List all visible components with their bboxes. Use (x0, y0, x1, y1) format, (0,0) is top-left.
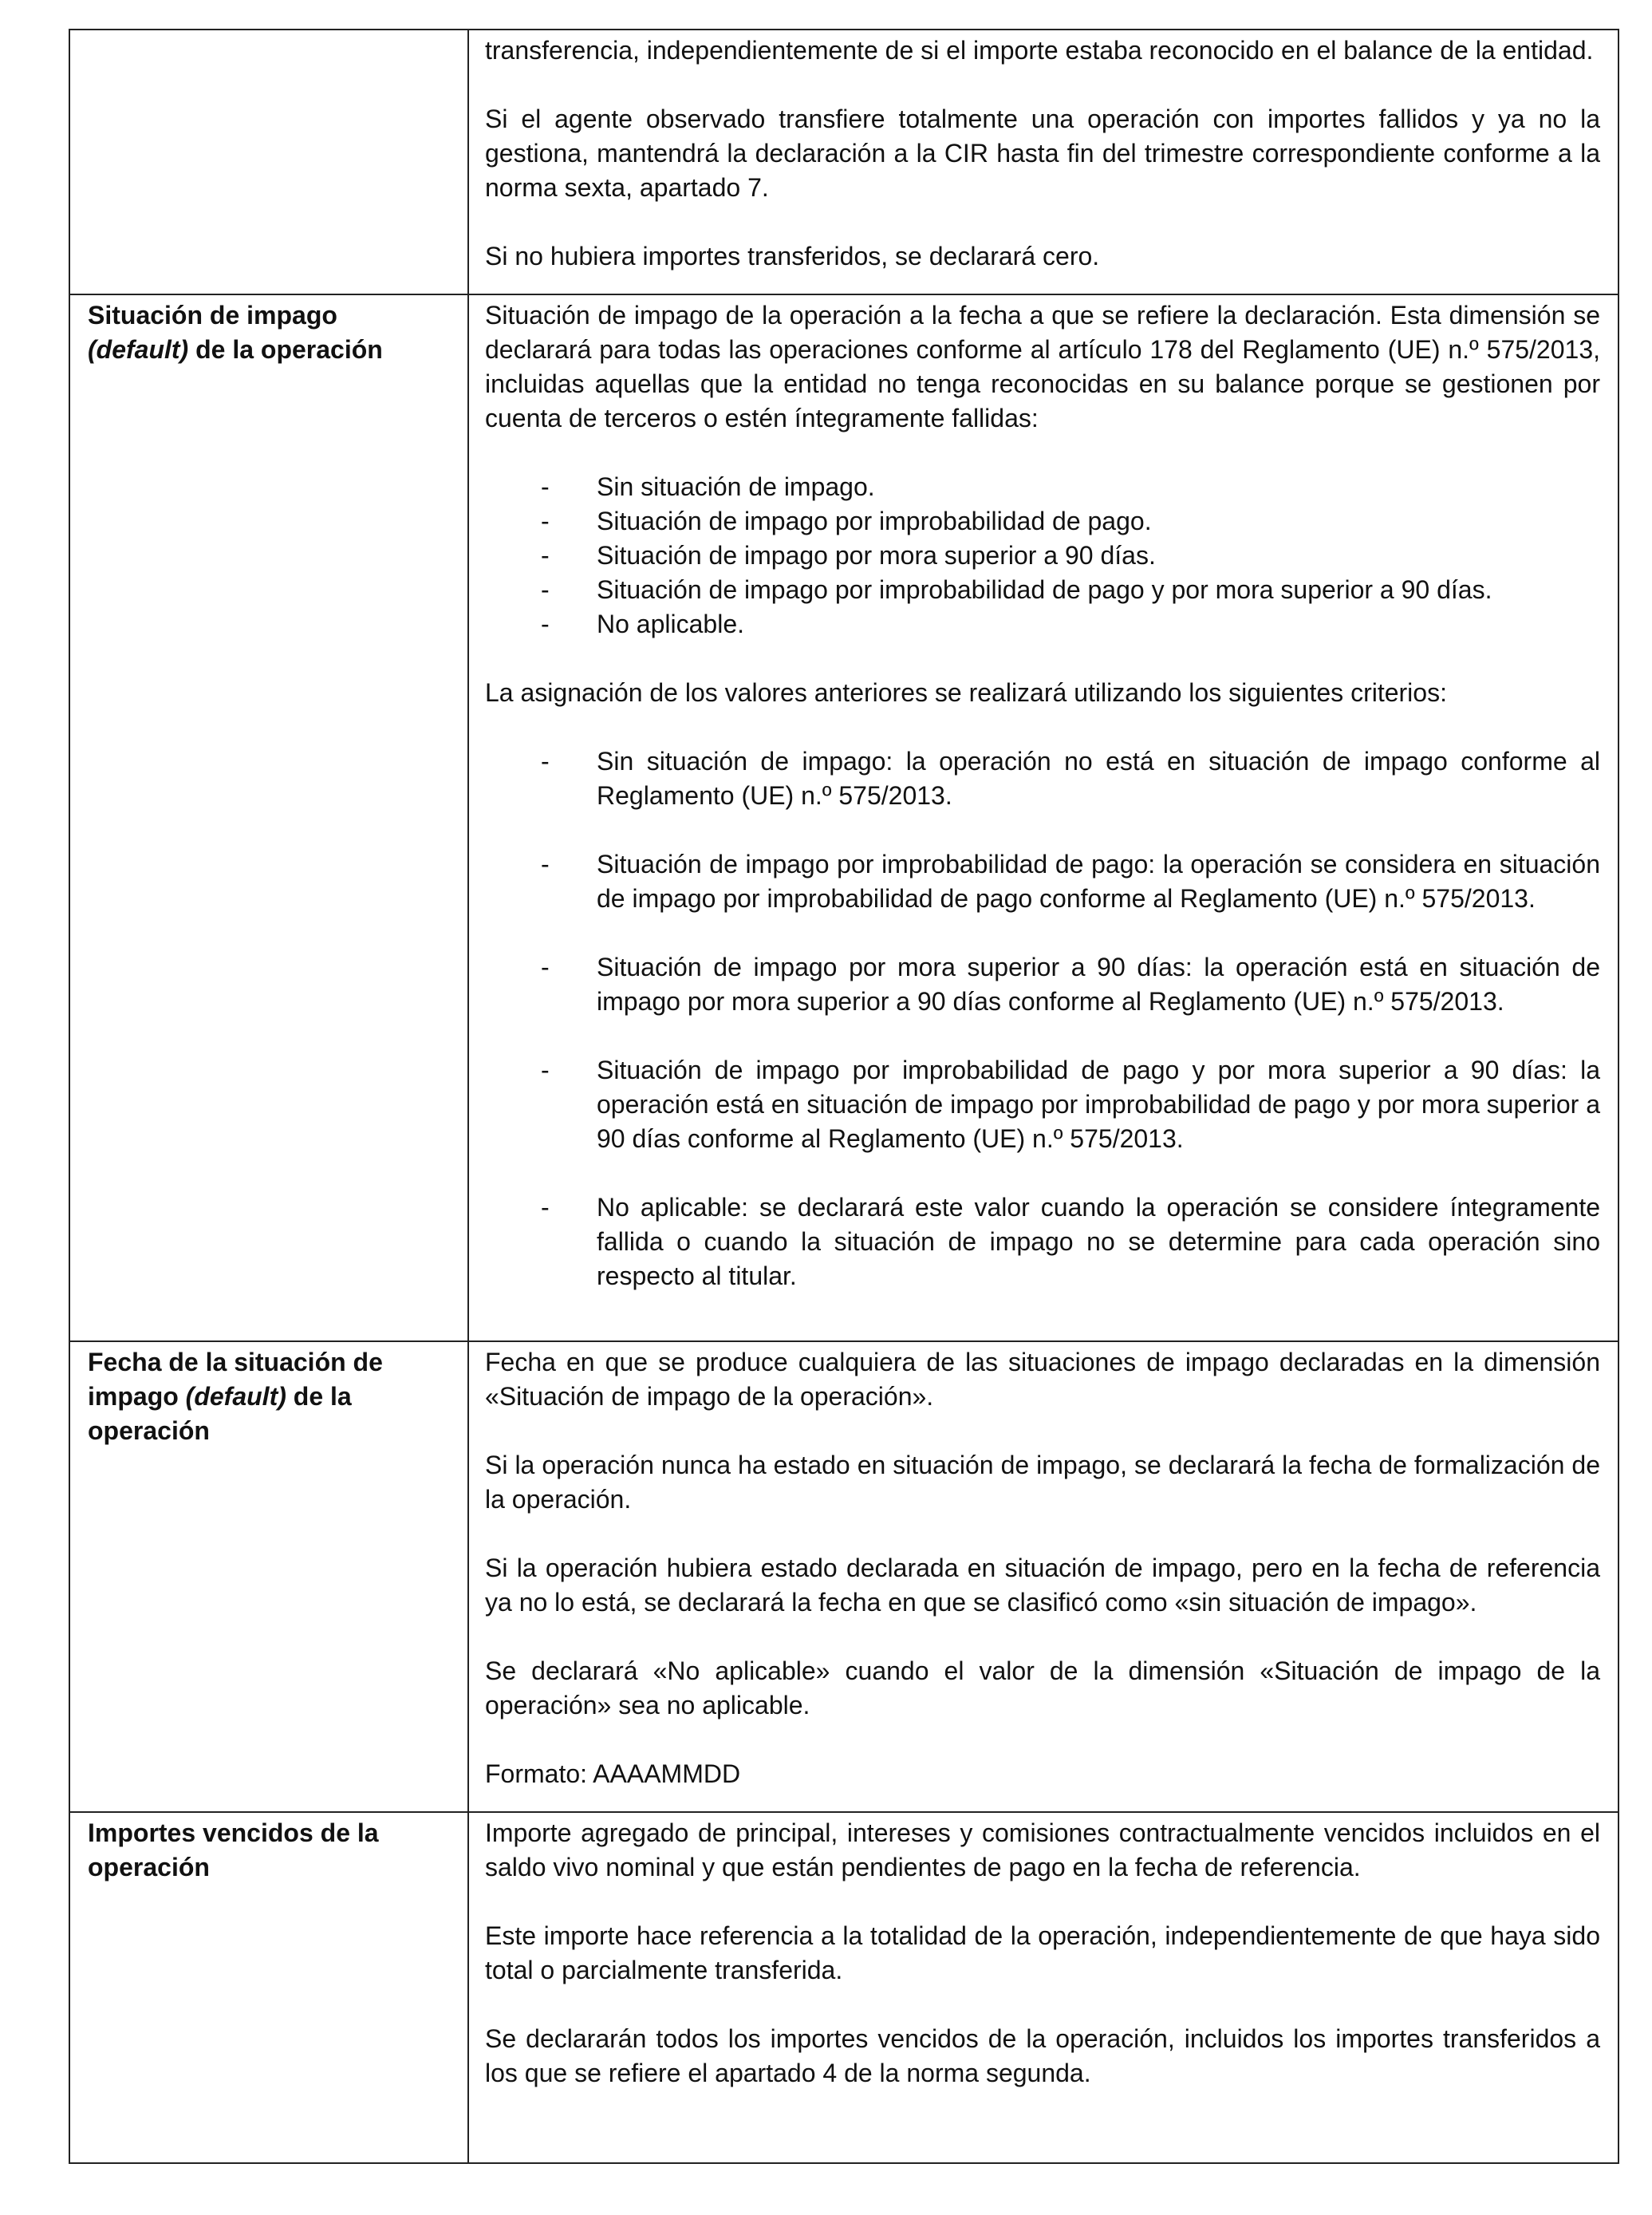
term-cell (69, 30, 468, 294)
list-item-text: Situación de impago por improbabilidad de pago y por mora superior a 90 días: la operación está en situación de impago por improbabilidad de pago y por mora superior a 90 días conforme al Reglamento (UE) n.º 575/2013. (597, 1056, 1600, 1153)
dash-bullet: - (541, 953, 550, 981)
dash-bullet: - (541, 507, 550, 535)
paragraph: Si el agente observado transfiere totalmente una operación con importes fallidos y ya no la gestiona, mantendrá la declaración a la CIR hasta fin del trimestre correspondiente conforme a la norma sexta, apartado 7. (485, 105, 1600, 202)
list-item-text: Situación de impago por mora superior a 90 días: la operación está en situación de impago por mora superior a 90 días conforme al Reglamento (UE) n.º 575/2013. (597, 953, 1600, 1016)
paragraph: Importe agregado de principal, intereses y comisiones contractualmente vencidos incluidos en el saldo vivo nominal y que están pendientes de pago en la fecha de referencia. (485, 1818, 1600, 1881)
term-cell (69, 294, 468, 1341)
paragraph: Formato: AAAAMMDD (485, 1759, 741, 1788)
list-item-text: Situación de impago por improbabilidad de pago y por mora superior a 90 días. (597, 575, 1492, 604)
term-label: de la operación (195, 335, 383, 364)
table-row (69, 1341, 1618, 1812)
list-item (485, 847, 1600, 916)
list-item (485, 504, 1600, 539)
dash-bullet: - (541, 1056, 550, 1084)
dash-bullet: - (541, 747, 550, 776)
term-label: Situación de impago (88, 301, 337, 330)
paragraph: Si la operación hubiera estado declarada en situación de impago, pero en la fecha de referencia ya no lo está, se declarará la fecha en que se clasificó como «sin situación de impago». (485, 1554, 1600, 1617)
paragraph: Este importe hace referencia a la totalidad de la operación, independientemente de que haya sido total o parcialmente transferida. (485, 1921, 1600, 1984)
list-item-text: Sin situación de impago. (597, 472, 875, 501)
paragraph: Si no hubiera importes transferidos, se declarará cero. (485, 242, 1100, 270)
document-page (69, 29, 1618, 2164)
list-item (485, 573, 1600, 607)
list-item (485, 1053, 1600, 1156)
description-cell (468, 294, 1618, 1341)
list-item (485, 607, 1600, 642)
dash-bullet: - (541, 541, 550, 570)
list-item (485, 539, 1600, 573)
term-cell (69, 1341, 468, 1812)
list-item (485, 1190, 1600, 1293)
list-item-text: Situación de impago por improbabilidad de pago. (597, 507, 1152, 535)
list-item-text: Situación de impago por improbabilidad de pago: la operación se considera en situación de impago por improbabilidad de pago conforme al Reglamento (UE) n.º 575/2013. (597, 850, 1600, 913)
description-cell (468, 1341, 1618, 1812)
list-item-text: Sin situación de impago: la operación no está en situación de impago conforme al Reglamento (UE) n.º 575/2013. (597, 747, 1600, 810)
description-cell (468, 30, 1618, 294)
table-row (69, 30, 1618, 294)
term-label-italic: (default) (88, 335, 189, 364)
paragraph: Si la operación nunca ha estado en situación de impago, se declarará la fecha de formalización de la operación. (485, 1451, 1600, 1514)
term-label: Fecha de la situación de impago (88, 1348, 383, 1411)
term-cell (69, 1812, 468, 2163)
table-row (69, 1812, 1618, 2163)
paragraph: Se declarará «No aplicable» cuando el valor de la dimensión «Situación de impago de la operación» sea no aplicable. (485, 1656, 1600, 1719)
dash-bullet: - (541, 575, 550, 604)
paragraph: Fecha en que se produce cualquiera de las situaciones de impago declaradas en la dimensión «Situación de impago de la operación». (485, 1348, 1600, 1411)
term-label-italic: (default) (185, 1382, 286, 1411)
description-cell (468, 1812, 1618, 2163)
list-item-text: No aplicable. (597, 610, 744, 638)
definitions-table (69, 29, 1619, 2164)
paragraph: transferencia, independientemente de si el importe estaba reconocido en el balance de la entidad. (485, 36, 1594, 65)
list-item (485, 744, 1600, 813)
list-item (485, 470, 1600, 504)
paragraph: Situación de impago de la operación a la fecha a que se refiere la declaración. Esta dimensión se declarará para todas las operaciones conforme al artículo 178 del Reglamento (UE) n.º 575/2013, incluidas aquellas que la entidad no tenga reconocidas en su balance porque se gestionen por cuenta de terceros o estén íntegramente fallidas: (485, 301, 1600, 432)
dash-bullet: - (541, 850, 550, 878)
dash-bullet: - (541, 1193, 550, 1222)
list-item-text: No aplicable: se declarará este valor cuando la operación se considere íntegramente fallida o cuando la situación de impago no se determine para cada operación sino respecto al titular. (597, 1193, 1600, 1290)
paragraph: Se declararán todos los importes vencidos de la operación, incluidos los importes transferidos a los que se refiere el apartado 4 de la norma segunda. (485, 2024, 1600, 2087)
table-row (69, 294, 1618, 1341)
paragraph: La asignación de los valores anteriores se realizará utilizando los siguientes criterios: (485, 678, 1447, 707)
values-list (485, 470, 1600, 642)
dash-bullet: - (541, 472, 550, 501)
term-label: Importes vencidos de la operación (88, 1818, 379, 1881)
term-label: de la operación (88, 1382, 352, 1445)
list-item-text: Situación de impago por mora superior a 90 días. (597, 541, 1156, 570)
criteria-list (485, 744, 1600, 1293)
dash-bullet: - (541, 610, 550, 638)
list-item (485, 950, 1600, 1019)
